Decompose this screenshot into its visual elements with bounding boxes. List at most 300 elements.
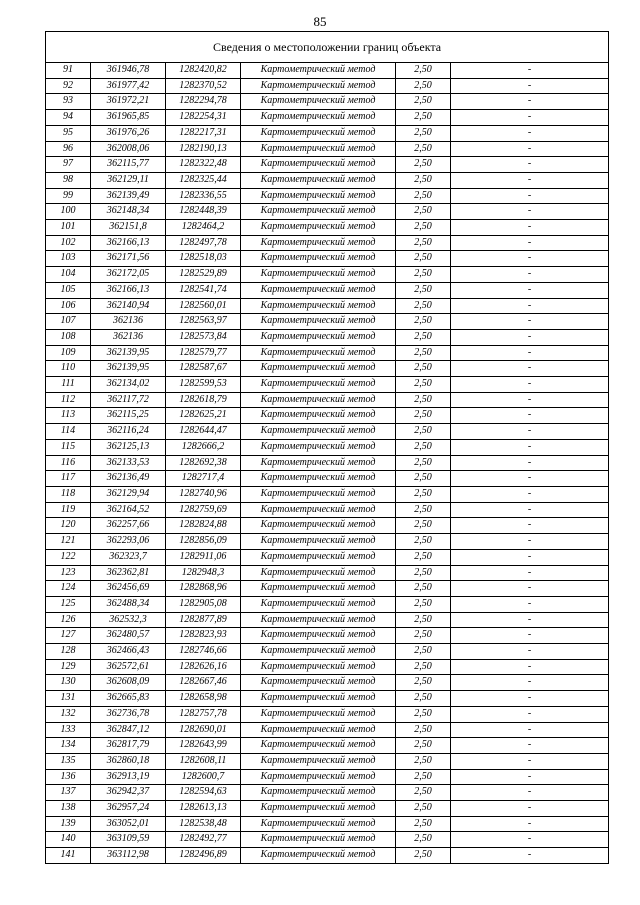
cell-description: - [451,282,609,298]
cell-accuracy: 2,50 [396,628,451,644]
cell-accuracy: 2,50 [396,157,451,173]
cell-accuracy: 2,50 [396,644,451,660]
cell-description: - [451,439,609,455]
cell-coord-x: 362456,69 [91,581,166,597]
table-row [46,314,609,330]
cell-description: - [451,361,609,377]
cell-coord-y: 1282594,63 [166,785,241,801]
cell-coord-x: 362136 [91,314,166,330]
cell-description: - [451,345,609,361]
cell-point-number: 127 [46,628,91,644]
cell-coord-y: 1282608,11 [166,753,241,769]
cell-accuracy: 2,50 [396,612,451,628]
table-row [46,141,609,157]
cell-accuracy: 2,50 [396,282,451,298]
cell-accuracy: 2,50 [396,424,451,440]
cell-accuracy: 2,50 [396,267,451,283]
cell-accuracy: 2,50 [396,691,451,707]
cell-coord-y: 1282692,38 [166,455,241,471]
cell-description: - [451,801,609,817]
cell-coord-y: 1282948,3 [166,565,241,581]
table-row [46,612,609,628]
cell-coord-x: 362129,11 [91,172,166,188]
cell-coord-x: 362148,34 [91,204,166,220]
cell-description: - [451,392,609,408]
cell-method: Картометрический метод [241,267,396,283]
cell-coord-y: 1282740,96 [166,486,241,502]
cell-method: Картометрический метод [241,141,396,157]
cell-coord-y: 1282529,89 [166,267,241,283]
cell-coord-x: 361965,85 [91,110,166,126]
table-row [46,157,609,173]
cell-description: - [451,220,609,236]
cell-coord-x: 362480,57 [91,628,166,644]
cell-coord-x: 362164,52 [91,502,166,518]
cell-point-number: 125 [46,596,91,612]
table-row [46,722,609,738]
cell-description: - [451,628,609,644]
cell-method: Картометрический метод [241,94,396,110]
cell-coord-x: 362817,79 [91,738,166,754]
cell-point-number: 139 [46,816,91,832]
cell-accuracy: 2,50 [396,596,451,612]
cell-coord-y: 1282911,06 [166,549,241,565]
cell-coord-x: 362139,95 [91,345,166,361]
cell-coord-y: 1282492,77 [166,832,241,848]
cell-point-number: 106 [46,298,91,314]
cell-coord-x: 362257,66 [91,518,166,534]
table-row [46,596,609,612]
cell-accuracy: 2,50 [396,110,451,126]
cell-point-number: 132 [46,706,91,722]
cell-coord-x: 362171,56 [91,251,166,267]
cell-point-number: 133 [46,722,91,738]
cell-coord-x: 362139,95 [91,361,166,377]
cell-accuracy: 2,50 [396,675,451,691]
cell-method: Картометрический метод [241,377,396,393]
cell-coord-x: 362140,94 [91,298,166,314]
table-row [46,565,609,581]
cell-description: - [451,251,609,267]
cell-accuracy: 2,50 [396,78,451,94]
cell-description: - [451,141,609,157]
cell-accuracy: 2,50 [396,706,451,722]
table-row [46,439,609,455]
cell-accuracy: 2,50 [396,785,451,801]
cell-description: - [451,659,609,675]
cell-point-number: 100 [46,204,91,220]
table-row [46,63,609,79]
table-row [46,534,609,550]
cell-method: Картометрический метод [241,612,396,628]
cell-coord-y: 1282538,48 [166,816,241,832]
cell-method: Картометрический метод [241,753,396,769]
cell-point-number: 110 [46,361,91,377]
cell-method: Картометрический метод [241,172,396,188]
cell-coord-y: 1282717,4 [166,471,241,487]
cell-coord-x: 362847,12 [91,722,166,738]
cell-description: - [451,188,609,204]
table-row [46,455,609,471]
table-row [46,675,609,691]
cell-method: Картометрический метод [241,220,396,236]
table-title-row [46,32,609,63]
cell-point-number: 119 [46,502,91,518]
cell-point-number: 91 [46,63,91,79]
cell-coord-x: 362466,43 [91,644,166,660]
cell-accuracy: 2,50 [396,486,451,502]
cell-coord-x: 362151,8 [91,220,166,236]
cell-point-number: 103 [46,251,91,267]
cell-description: - [451,596,609,612]
cell-point-number: 131 [46,691,91,707]
cell-coord-y: 1282613,13 [166,801,241,817]
cell-coord-y: 1282824,88 [166,518,241,534]
cell-coord-y: 1282336,55 [166,188,241,204]
table-row [46,345,609,361]
cell-point-number: 114 [46,424,91,440]
table-row [46,220,609,236]
cell-coord-y: 1282497,78 [166,235,241,251]
cell-accuracy: 2,50 [396,251,451,267]
cell-description: - [451,753,609,769]
cell-coord-y: 1282856,09 [166,534,241,550]
cell-accuracy: 2,50 [396,235,451,251]
cell-coord-y: 1282325,44 [166,172,241,188]
cell-point-number: 117 [46,471,91,487]
cell-coord-y: 1282666,2 [166,439,241,455]
cell-coord-x: 362860,18 [91,753,166,769]
cell-accuracy: 2,50 [396,63,451,79]
table-row [46,204,609,220]
cell-coord-x: 362117,72 [91,392,166,408]
cell-coord-x: 362166,13 [91,282,166,298]
cell-description: - [451,691,609,707]
cell-point-number: 109 [46,345,91,361]
table-row [46,738,609,754]
cell-method: Картометрический метод [241,581,396,597]
cell-method: Картометрический метод [241,204,396,220]
table-row [46,361,609,377]
cell-description: - [451,471,609,487]
table-row [46,581,609,597]
cell-method: Картометрический метод [241,157,396,173]
cell-accuracy: 2,50 [396,518,451,534]
cell-point-number: 95 [46,125,91,141]
cell-point-number: 108 [46,329,91,345]
cell-point-number: 102 [46,235,91,251]
cell-accuracy: 2,50 [396,204,451,220]
cell-point-number: 105 [46,282,91,298]
cell-point-number: 129 [46,659,91,675]
cell-method: Картометрический метод [241,251,396,267]
cell-accuracy: 2,50 [396,549,451,565]
cell-description: - [451,125,609,141]
cell-coord-y: 1282644,47 [166,424,241,440]
cell-coord-y: 1282464,2 [166,220,241,236]
cell-coord-x: 362488,34 [91,596,166,612]
table-row [46,518,609,534]
cell-method: Картометрический метод [241,282,396,298]
cell-method: Картометрический метод [241,565,396,581]
table-row [46,235,609,251]
cell-coord-y: 1282579,77 [166,345,241,361]
cell-coord-x: 362665,83 [91,691,166,707]
cell-point-number: 124 [46,581,91,597]
cell-method: Картометрический метод [241,235,396,251]
cell-description: - [451,644,609,660]
cell-coord-y: 1282746,66 [166,644,241,660]
cell-description: - [451,769,609,785]
cell-coord-x: 361946,78 [91,63,166,79]
cell-method: Картометрический метод [241,816,396,832]
cell-description: - [451,455,609,471]
cell-coord-y: 1282370,52 [166,78,241,94]
cell-accuracy: 2,50 [396,581,451,597]
cell-point-number: 140 [46,832,91,848]
cell-description: - [451,722,609,738]
cell-description: - [451,502,609,518]
cell-method: Картометрический метод [241,801,396,817]
cell-method: Картометрический метод [241,706,396,722]
table-row [46,172,609,188]
cell-accuracy: 2,50 [396,471,451,487]
cell-coord-y: 1282541,74 [166,282,241,298]
boundary-table [45,31,609,864]
cell-coord-y: 1282573,84 [166,329,241,345]
table-row [46,753,609,769]
cell-point-number: 93 [46,94,91,110]
cell-point-number: 120 [46,518,91,534]
cell-accuracy: 2,50 [396,659,451,675]
table-row [46,424,609,440]
cell-point-number: 138 [46,801,91,817]
cell-method: Картометрический метод [241,110,396,126]
cell-accuracy: 2,50 [396,392,451,408]
cell-point-number: 96 [46,141,91,157]
cell-accuracy: 2,50 [396,172,451,188]
cell-coord-x: 362572,61 [91,659,166,675]
cell-coord-y: 1282599,53 [166,377,241,393]
cell-accuracy: 2,50 [396,502,451,518]
table-row [46,251,609,267]
cell-coord-y: 1282600,7 [166,769,241,785]
table-row [46,848,609,864]
cell-point-number: 94 [46,110,91,126]
cell-coord-y: 1282626,16 [166,659,241,675]
cell-coord-x: 363109,59 [91,832,166,848]
cell-method: Картометрический метод [241,549,396,565]
cell-point-number: 107 [46,314,91,330]
table-row [46,377,609,393]
cell-coord-y: 1282518,03 [166,251,241,267]
table-row [46,785,609,801]
table-row [46,298,609,314]
cell-description: - [451,329,609,345]
cell-method: Картометрический метод [241,329,396,345]
cell-coord-y: 1282496,89 [166,848,241,864]
cell-accuracy: 2,50 [396,769,451,785]
table-row [46,691,609,707]
cell-point-number: 128 [46,644,91,660]
cell-point-number: 135 [46,753,91,769]
cell-method: Картометрический метод [241,486,396,502]
cell-description: - [451,816,609,832]
cell-point-number: 97 [46,157,91,173]
cell-coord-x: 362166,13 [91,235,166,251]
cell-description: - [451,848,609,864]
table-row [46,706,609,722]
cell-coord-y: 1282322,48 [166,157,241,173]
cell-coord-x: 362125,13 [91,439,166,455]
cell-method: Картометрический метод [241,298,396,314]
cell-description: - [451,78,609,94]
cell-coord-x: 363112,98 [91,848,166,864]
cell-method: Картометрический метод [241,361,396,377]
cell-description: - [451,534,609,550]
cell-method: Картометрический метод [241,518,396,534]
cell-coord-y: 1282618,79 [166,392,241,408]
cell-description: - [451,518,609,534]
cell-point-number: 121 [46,534,91,550]
cell-accuracy: 2,50 [396,832,451,848]
cell-method: Картометрический метод [241,455,396,471]
table-row [46,628,609,644]
cell-accuracy: 2,50 [396,329,451,345]
table-row [46,125,609,141]
cell-description: - [451,314,609,330]
cell-point-number: 118 [46,486,91,502]
cell-point-number: 98 [46,172,91,188]
cell-coord-x: 362362,81 [91,565,166,581]
cell-point-number: 99 [46,188,91,204]
cell-method: Картометрический метод [241,659,396,675]
cell-coord-y: 1282420,82 [166,63,241,79]
cell-coord-x: 362136 [91,329,166,345]
cell-accuracy: 2,50 [396,801,451,817]
cell-method: Картометрический метод [241,722,396,738]
cell-description: - [451,110,609,126]
cell-point-number: 111 [46,377,91,393]
cell-coord-x: 362136,49 [91,471,166,487]
cell-coord-y: 1282690,01 [166,722,241,738]
cell-method: Картометрический метод [241,832,396,848]
cell-description: - [451,675,609,691]
cell-coord-y: 1282190,13 [166,141,241,157]
cell-coord-y: 1282877,89 [166,612,241,628]
cell-method: Картометрический метод [241,408,396,424]
table-row [46,267,609,283]
cell-method: Картометрический метод [241,314,396,330]
cell-coord-x: 361972,21 [91,94,166,110]
cell-description: - [451,565,609,581]
cell-point-number: 112 [46,392,91,408]
cell-accuracy: 2,50 [396,753,451,769]
cell-description: - [451,267,609,283]
cell-coord-y: 1282759,69 [166,502,241,518]
cell-coord-x: 362129,94 [91,486,166,502]
cell-coord-y: 1282667,46 [166,675,241,691]
cell-description: - [451,408,609,424]
cell-accuracy: 2,50 [396,361,451,377]
cell-method: Картометрический метод [241,439,396,455]
cell-method: Картометрический метод [241,392,396,408]
cell-coord-x: 362608,09 [91,675,166,691]
cell-accuracy: 2,50 [396,345,451,361]
cell-method: Картометрический метод [241,675,396,691]
cell-method: Картометрический метод [241,848,396,864]
cell-coord-y: 1282823,93 [166,628,241,644]
cell-coord-x: 362957,24 [91,801,166,817]
cell-coord-x: 362008,06 [91,141,166,157]
cell-coord-y: 1282254,31 [166,110,241,126]
cell-coord-y: 1282563,97 [166,314,241,330]
cell-point-number: 134 [46,738,91,754]
cell-coord-y: 1282587,67 [166,361,241,377]
cell-accuracy: 2,50 [396,94,451,110]
cell-description: - [451,377,609,393]
cell-coord-x: 362736,78 [91,706,166,722]
cell-coord-x: 362532,3 [91,612,166,628]
cell-accuracy: 2,50 [396,738,451,754]
table-row [46,832,609,848]
cell-coord-x: 362323,7 [91,549,166,565]
cell-coord-x: 362942,37 [91,785,166,801]
cell-method: Картометрический метод [241,691,396,707]
cell-description: - [451,581,609,597]
cell-coord-x: 362134,02 [91,377,166,393]
cell-method: Картометрический метод [241,63,396,79]
cell-description: - [451,486,609,502]
cell-accuracy: 2,50 [396,298,451,314]
cell-method: Картометрический метод [241,125,396,141]
cell-coord-y: 1282294,78 [166,94,241,110]
cell-method: Картометрический метод [241,738,396,754]
table-title: Сведения о местоположении границ объекта [46,32,609,63]
cell-description: - [451,832,609,848]
cell-point-number: 123 [46,565,91,581]
cell-coord-y: 1282905,08 [166,596,241,612]
table-row [46,392,609,408]
table-row [46,110,609,126]
cell-accuracy: 2,50 [396,565,451,581]
cell-coord-y: 1282757,78 [166,706,241,722]
cell-point-number: 126 [46,612,91,628]
table-row [46,659,609,675]
cell-method: Картометрический метод [241,596,396,612]
table-row [46,282,609,298]
cell-coord-y: 1282625,21 [166,408,241,424]
cell-description: - [451,738,609,754]
cell-description: - [451,204,609,220]
cell-description: - [451,63,609,79]
cell-point-number: 136 [46,769,91,785]
table-row [46,94,609,110]
table-row [46,329,609,345]
cell-coord-x: 362116,24 [91,424,166,440]
table-row [46,408,609,424]
cell-point-number: 113 [46,408,91,424]
cell-coord-y: 1282217,31 [166,125,241,141]
table-row [46,502,609,518]
cell-accuracy: 2,50 [396,455,451,471]
table-row [46,549,609,565]
table-row [46,471,609,487]
cell-accuracy: 2,50 [396,439,451,455]
table-row [46,644,609,660]
table-row [46,78,609,94]
cell-method: Картометрический метод [241,424,396,440]
